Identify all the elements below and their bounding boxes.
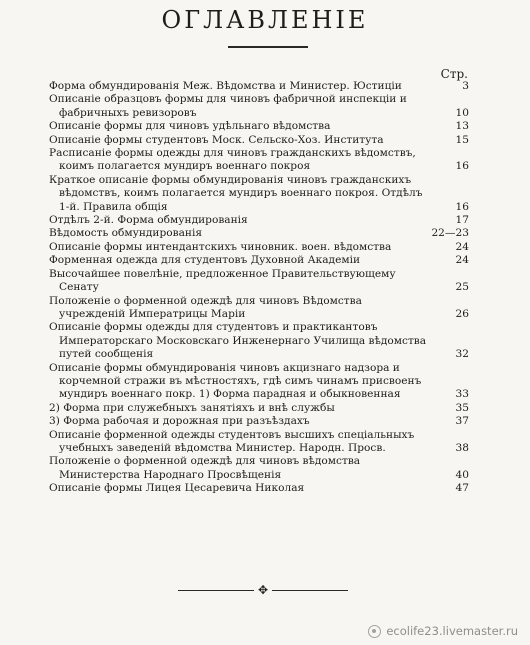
toc-entry-title: Форма обмундированія Меж. Вѣдомства и Министер. Юстиціи xyxy=(49,80,402,92)
toc-entry-title: Описаніе формы для чиновъ удѣльнаго вѣдомства xyxy=(49,120,331,133)
watermark-text: ecolife23.livemaster.ru xyxy=(386,624,518,638)
toc-entry-page: 26 xyxy=(455,307,469,320)
toc-entry-title: Краткое описаніе формы обмундированія чиновъ гражданскихъ вѣдомствъ, коимъ полагается мундиръ военнаго покроя. Отдѣлъ 1-й. Правила общія xyxy=(49,173,423,213)
toc-entry-title: Отдѣлъ 2-й. Форма обмундированія xyxy=(49,214,248,227)
end-ornament xyxy=(178,582,348,598)
toc-entry-page: 37 xyxy=(455,415,469,428)
toc-entry-title: Форменная одежда для студентовъ Духовной Академіи xyxy=(49,254,361,267)
toc-entry xyxy=(49,402,469,415)
toc-entry xyxy=(49,80,469,93)
toc-entry-title: Высочайшее повелѣніе, предложенное Правительствующему Сенату xyxy=(49,267,396,294)
toc-entry xyxy=(49,455,469,482)
toc-entry-page: 40 xyxy=(455,468,469,481)
toc-entry-title: Описаніе формы одежды для студентовъ и практикантовъ Императорскаго Московскаго Инженернаго Училища вѣдомства путей сообщенія xyxy=(49,321,427,361)
toc-entry xyxy=(49,268,469,295)
toc-entry-page: 16 xyxy=(455,200,469,213)
toc-entry-page: 32 xyxy=(455,348,469,361)
toc-entry-page: 16 xyxy=(455,160,469,173)
toc-entry-title: Описаніе образцовъ формы для чиновъ фабричной инспекціи и фабричныхъ ревизоровъ xyxy=(49,93,407,119)
toc-entry-title: Описаніе формы обмундированія чиновъ акцизнаго надзора и корчемной стражи въ мѣстностяхъ, гдѣ симъ чинамъ присвоенъ мундиръ военнаго покр. 1) Форма парадная и обыкновенная xyxy=(49,361,422,401)
ornament-line-right xyxy=(272,590,348,591)
toc-entry-title: Описаніе формы студентовъ Моск. Сельско-Хоз. Института xyxy=(49,133,384,146)
toc-entry xyxy=(49,147,469,174)
toc-entry-page: 25 xyxy=(455,281,469,294)
livemaster-logo-icon xyxy=(368,625,381,638)
toc-entry-page: 24 xyxy=(455,240,469,253)
toc-entry xyxy=(49,321,469,361)
toc-entry xyxy=(49,227,469,240)
toc-entry-page: 47 xyxy=(455,482,469,495)
toc-entry-page: 38 xyxy=(455,441,469,454)
toc-entry-title: Описаніе формы интендантскихъ чиновник. воен. вѣдомства xyxy=(49,240,392,253)
toc-entry-page: 13 xyxy=(455,120,469,133)
toc-entry xyxy=(49,295,469,322)
toc-entry-title: 3) Форма рабочая и дорожная при разъѣздахъ xyxy=(49,415,310,428)
toc-entry xyxy=(49,415,469,428)
table-of-contents xyxy=(49,80,469,496)
toc-entry-page: 10 xyxy=(455,106,469,119)
page-column-label: Стр. xyxy=(440,67,468,81)
toc-entry-page: 22—23 xyxy=(431,227,469,240)
toc-entry-page: 17 xyxy=(455,214,469,227)
toc-entry-page: 3 xyxy=(462,80,469,92)
toc-entry-title: Описаніе форменной одежды студентовъ высшихъ спеціальныхъ учебныхъ заведеній вѣдомства Министер. Народн. Просв. xyxy=(49,428,415,454)
toc-entry xyxy=(49,120,469,133)
toc-entry-title: Вѣдомость обмундированія xyxy=(49,227,203,240)
page-title: ОГЛАВЛЕНІЕ xyxy=(161,6,369,34)
ornament-flourish-icon: ✥ xyxy=(257,583,269,597)
toc-entry-page: 33 xyxy=(455,388,469,401)
toc-entry xyxy=(49,214,469,227)
toc-entry xyxy=(49,254,469,267)
toc-entry-title: Положеніе о форменной одеждѣ для чиновъ вѣдомства Министерства Народнаго Просвѣщенія xyxy=(49,455,361,481)
toc-entry-title: Расписаніе формы одежды для чиновъ гражданскихъ вѣдомствъ, коимъ полагается мундиръ военнаго покроя xyxy=(49,147,416,173)
toc-entry xyxy=(49,362,469,402)
toc-entry-title: Описаніе формы Лицея Цесаревича Николая xyxy=(49,482,305,495)
toc-entry xyxy=(49,241,469,254)
toc-entry-title: Положеніе о форменной одеждѣ для чиновъ Вѣдомства учрежденій Императрицы Маріи xyxy=(49,294,362,320)
toc-entry xyxy=(49,134,469,147)
toc-entry-title: 2) Форма при служебныхъ занятіяхъ и внѣ службы xyxy=(49,401,335,414)
toc-entry xyxy=(49,93,469,120)
watermark xyxy=(368,624,518,638)
toc-entry xyxy=(49,482,469,495)
toc-entry-page: 24 xyxy=(455,254,469,267)
ornament-line-left xyxy=(178,590,254,591)
toc-entry-page: 15 xyxy=(455,133,469,146)
toc-entry xyxy=(49,174,469,214)
title-rule xyxy=(228,46,308,48)
toc-entry-page: 35 xyxy=(455,401,469,414)
toc-entry xyxy=(49,429,469,456)
